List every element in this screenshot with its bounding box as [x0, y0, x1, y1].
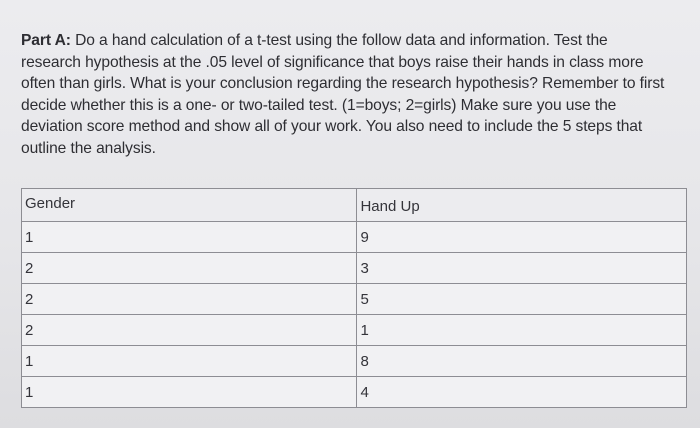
table-header-row	[22, 189, 687, 222]
hand-up-column-header: Hand Up	[357, 189, 687, 222]
table-row	[22, 315, 687, 346]
gender-cell: 1	[22, 377, 357, 408]
hand-up-cell: 8	[357, 346, 687, 377]
hand-up-cell: 3	[357, 253, 687, 284]
data-table	[21, 188, 687, 408]
gender-cell: 1	[22, 222, 357, 253]
part-label: Part A:	[21, 32, 71, 49]
question-line-2: research hypothesis at the .05 level of significance that boys raise their hands in class more	[21, 53, 644, 71]
table-row	[22, 377, 687, 408]
table-row	[22, 222, 687, 253]
question-line-6: outline the analysis.	[21, 139, 156, 157]
question-line-4: decide whether this is a one- or two-tailed test. (1=boys; 2=girls) Make sure you use the	[21, 96, 617, 114]
table-row	[22, 253, 687, 284]
question-text	[21, 30, 693, 160]
hand-up-cell: 1	[357, 315, 687, 346]
question-line-5: deviation score method and show all of your work. You also need to include the 5 steps that	[21, 118, 643, 136]
table-row	[22, 284, 687, 315]
gender-cell: 2	[22, 315, 357, 346]
gender-cell: 2	[22, 284, 357, 315]
hand-up-cell: 9	[357, 222, 687, 253]
question-line-1: Part A: Do a hand calculation of a t-test using the follow data and information. Test the	[21, 32, 608, 49]
gender-column-header: Gender	[22, 189, 357, 222]
question-line-3: often than girls. What is your conclusion regarding the research hypothesis? Remember to first	[21, 75, 665, 93]
gender-cell: 2	[22, 253, 357, 284]
hand-up-cell: 5	[357, 284, 687, 315]
gender-cell: 1	[22, 346, 357, 377]
hand-up-cell: 4	[357, 377, 687, 408]
table-row	[22, 346, 687, 377]
